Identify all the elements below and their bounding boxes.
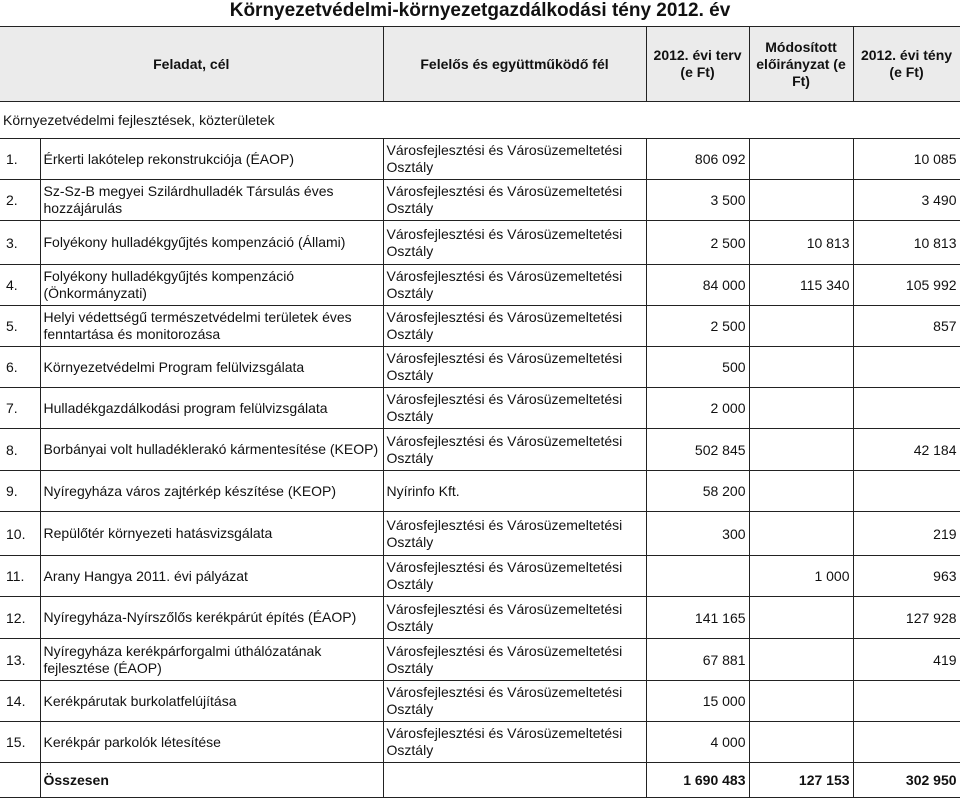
row-actual: 10 085	[853, 139, 960, 180]
row-actual: 3 490	[853, 180, 960, 221]
row-number: 13.	[0, 639, 40, 681]
row-actual: 857	[853, 306, 960, 347]
table-row	[0, 639, 960, 681]
row-modified	[749, 306, 853, 347]
row-number: 12.	[0, 597, 40, 639]
row-responsible: Városfejlesztési és Városüzemeltetési Osztály	[383, 221, 646, 265]
total-plan: 1 690 483	[646, 763, 749, 798]
section-row	[0, 102, 960, 139]
row-task: Nyíregyháza-Nyírszőlős kerékpárút építés (ÉAOP)	[40, 597, 383, 639]
row-number: 4.	[0, 265, 40, 306]
row-task: Nyíregyháza város zajtérkép készítése (KEOP)	[40, 471, 383, 512]
row-actual	[853, 388, 960, 429]
table-row	[0, 139, 960, 180]
row-modified: 10 813	[749, 221, 853, 265]
table-row	[0, 597, 960, 639]
row-responsible: Városfejlesztési és Városüzemeltetési Osztály	[383, 388, 646, 429]
row-modified	[749, 512, 853, 556]
row-modified	[749, 681, 853, 722]
row-task: Nyíregyháza kerékpárforgalmi úthálózatának fejlesztése (ÉAOP)	[40, 639, 383, 681]
total-responsible	[383, 763, 646, 798]
row-number: 11.	[0, 556, 40, 597]
row-responsible: Városfejlesztési és Városüzemeltetési Osztály	[383, 639, 646, 681]
row-task: Helyi védettségű természetvédelmi területek éves fenntartása és monitorozása	[40, 306, 383, 347]
table-row	[0, 556, 960, 597]
row-modified	[749, 388, 853, 429]
row-number: 7.	[0, 388, 40, 429]
total-modified: 127 153	[749, 763, 853, 798]
row-actual: 127 928	[853, 597, 960, 639]
row-responsible: Városfejlesztési és Városüzemeltetési Osztály	[383, 512, 646, 556]
row-task: Környezetvédelmi Program felülvizsgálata	[40, 347, 383, 388]
row-modified	[749, 180, 853, 221]
row-plan: 500	[646, 347, 749, 388]
table-header-row	[0, 27, 960, 102]
row-number: 6.	[0, 347, 40, 388]
table-row	[0, 681, 960, 722]
row-actual	[853, 681, 960, 722]
header-modified: Módosított előirányzat (e Ft)	[749, 27, 853, 102]
row-modified	[749, 429, 853, 471]
table-row	[0, 512, 960, 556]
row-task: Repülőtér környezeti hatásvizsgálata	[40, 512, 383, 556]
row-task: Folyékony hulladékgyűjtés kompenzáció (Önkormányzati)	[40, 265, 383, 306]
table-row	[0, 265, 960, 306]
page-title: Környezetvédelmi-környezetgazdálkodási tény 2012. év	[229, 0, 731, 21]
row-plan: 67 881	[646, 639, 749, 681]
row-plan: 141 165	[646, 597, 749, 639]
row-responsible: Városfejlesztési és Városüzemeltetési Osztály	[383, 347, 646, 388]
table-row	[0, 347, 960, 388]
row-task: Sz-Sz-B megyei Szilárdhulladék Társulás éves hozzájárulás	[40, 180, 383, 221]
header-task: Feladat, cél	[0, 27, 383, 102]
row-task: Arany Hangya 2011. évi pályázat	[40, 556, 383, 597]
row-responsible: Városfejlesztési és Városüzemeltetési Osztály	[383, 681, 646, 722]
row-task: Kerékpárutak burkolatfelújítása	[40, 681, 383, 722]
total-spacer	[0, 763, 40, 798]
header-responsible: Felelős és együttműködő fél	[383, 27, 646, 102]
row-plan	[646, 556, 749, 597]
row-number: 15.	[0, 722, 40, 763]
row-actual: 963	[853, 556, 960, 597]
row-plan: 300	[646, 512, 749, 556]
row-plan: 4 000	[646, 722, 749, 763]
row-responsible: Nyírinfo Kft.	[383, 471, 646, 512]
row-responsible: Városfejlesztési és Városüzemeltetési Osztály	[383, 265, 646, 306]
row-actual: 219	[853, 512, 960, 556]
table-row	[0, 388, 960, 429]
row-task: Borbányai volt hulladéklerakó kármentesítése (KEOP)	[40, 429, 383, 471]
row-plan: 3 500	[646, 180, 749, 221]
row-number: 14.	[0, 681, 40, 722]
row-plan: 2 500	[646, 306, 749, 347]
row-plan: 15 000	[646, 681, 749, 722]
section-title: Környezetvédelmi fejlesztések, közterületek	[0, 102, 960, 139]
row-number: 3.	[0, 221, 40, 265]
row-task: Kerékpár parkolók létesítése	[40, 722, 383, 763]
row-responsible: Városfejlesztési és Városüzemeltetési Osztály	[383, 597, 646, 639]
row-actual	[853, 347, 960, 388]
row-actual: 105 992	[853, 265, 960, 306]
row-plan: 2 500	[646, 221, 749, 265]
table-row	[0, 429, 960, 471]
table-row	[0, 471, 960, 512]
header-plan: 2012. évi terv (e Ft)	[646, 27, 749, 102]
row-actual	[853, 722, 960, 763]
row-task: Hulladékgazdálkodási program felülvizsgálata	[40, 388, 383, 429]
row-modified	[749, 471, 853, 512]
row-plan: 58 200	[646, 471, 749, 512]
total-row	[0, 763, 960, 798]
row-number: 8.	[0, 429, 40, 471]
row-modified: 1 000	[749, 556, 853, 597]
total-label: Összesen	[40, 763, 383, 798]
row-responsible: Városfejlesztési és Városüzemeltetési Osztály	[383, 180, 646, 221]
row-task: Érkerti lakótelep rekonstrukciója (ÉAOP)	[40, 139, 383, 180]
row-plan: 2 000	[646, 388, 749, 429]
table-row	[0, 180, 960, 221]
row-responsible: Városfejlesztési és Városüzemeltetési Osztály	[383, 722, 646, 763]
row-actual: 42 184	[853, 429, 960, 471]
report-table	[0, 26, 960, 798]
row-responsible: Városfejlesztési és Városüzemeltetési Osztály	[383, 306, 646, 347]
row-modified	[749, 139, 853, 180]
row-responsible: Városfejlesztési és Városüzemeltetési Osztály	[383, 139, 646, 180]
row-modified: 115 340	[749, 265, 853, 306]
row-responsible: Városfejlesztési és Városüzemeltetési Osztály	[383, 556, 646, 597]
total-actual: 302 950	[853, 763, 960, 798]
row-task: Folyékony hulladékgyűjtés kompenzáció (Állami)	[40, 221, 383, 265]
header-actual: 2012. évi tény (e Ft)	[853, 27, 960, 102]
row-number: 2.	[0, 180, 40, 221]
row-responsible: Városfejlesztési és Városüzemeltetési Osztály	[383, 429, 646, 471]
row-modified	[749, 639, 853, 681]
row-modified	[749, 347, 853, 388]
row-actual: 419	[853, 639, 960, 681]
table-row	[0, 221, 960, 265]
row-number: 1.	[0, 139, 40, 180]
row-modified	[749, 597, 853, 639]
row-plan: 84 000	[646, 265, 749, 306]
row-modified	[749, 722, 853, 763]
row-plan: 502 845	[646, 429, 749, 471]
row-number: 5.	[0, 306, 40, 347]
row-plan: 806 092	[646, 139, 749, 180]
row-number: 10.	[0, 512, 40, 556]
table-row	[0, 722, 960, 763]
row-number: 9.	[0, 471, 40, 512]
row-actual	[853, 471, 960, 512]
table-row	[0, 306, 960, 347]
row-actual: 10 813	[853, 221, 960, 265]
